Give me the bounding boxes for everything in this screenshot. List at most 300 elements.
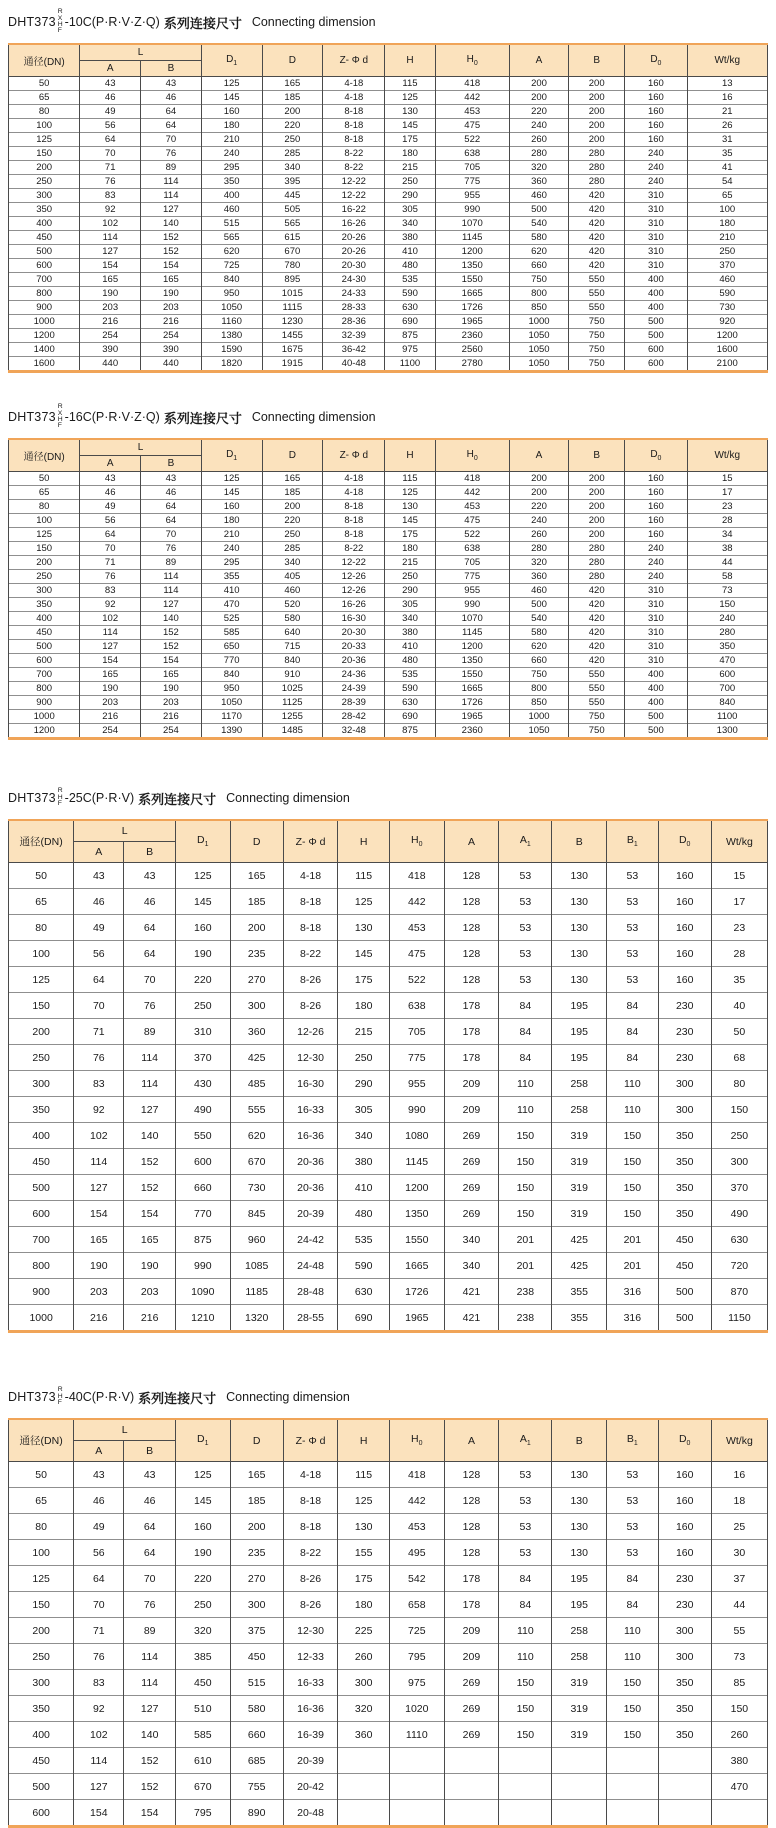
- cell: 1665: [389, 1253, 444, 1279]
- table-row: [9, 273, 768, 287]
- cell: 150: [711, 1097, 767, 1123]
- cell: [389, 1800, 444, 1827]
- cell: 550: [569, 696, 625, 710]
- cell: 160: [625, 472, 687, 486]
- cell: 28-36: [323, 315, 385, 329]
- col-header: $D_0$: [625, 439, 687, 472]
- cell: 1200: [9, 329, 80, 343]
- cell: 4-18: [283, 1462, 338, 1488]
- table-row: [9, 1045, 768, 1071]
- cell: 80: [9, 915, 74, 941]
- cell: 165: [141, 668, 202, 682]
- cell: 70: [74, 1592, 124, 1618]
- series-label-en: Connecting dimension: [226, 1390, 350, 1404]
- cell: 71: [80, 556, 141, 570]
- cell: 160: [625, 486, 687, 500]
- cell: 200: [9, 1618, 74, 1644]
- cell: 355: [552, 1305, 607, 1332]
- cell: 670: [262, 245, 323, 259]
- cell: 240: [625, 175, 687, 189]
- table-row: [9, 724, 768, 739]
- cell: 34: [687, 528, 768, 542]
- table-header: [9, 44, 768, 77]
- cell: 425: [230, 1045, 283, 1071]
- cell: 370: [175, 1045, 230, 1071]
- cell: 53: [499, 1488, 552, 1514]
- col-header: A: [444, 1419, 499, 1462]
- cell: 319: [552, 1123, 607, 1149]
- cell: 46: [141, 486, 202, 500]
- cell: 209: [444, 1097, 499, 1123]
- cell: 690: [338, 1305, 390, 1332]
- cell: 110: [607, 1097, 659, 1123]
- cell: 1080: [389, 1123, 444, 1149]
- table-section-40c: [8, 1381, 768, 1828]
- cell: 380: [385, 626, 435, 640]
- col-header: $H_0$: [435, 439, 509, 472]
- cell: 360: [338, 1722, 390, 1748]
- cell: 83: [74, 1071, 124, 1097]
- cell: 160: [625, 105, 687, 119]
- table-row: [9, 500, 768, 514]
- col-header: B: [552, 1419, 607, 1462]
- cell: 64: [124, 1514, 176, 1540]
- cell: 155: [338, 1540, 390, 1566]
- cell: 590: [687, 287, 768, 301]
- cell: 910: [262, 668, 323, 682]
- cell: 750: [569, 315, 625, 329]
- cell: 76: [141, 542, 202, 556]
- cell: 76: [74, 1644, 124, 1670]
- cell: 16-36: [283, 1696, 338, 1722]
- cell: 150: [499, 1123, 552, 1149]
- cell: 114: [141, 570, 202, 584]
- cell: 875: [385, 329, 435, 343]
- cell: 1160: [201, 315, 262, 329]
- cell: 160: [658, 863, 711, 889]
- cell: 650: [201, 640, 262, 654]
- cell: 130: [338, 1514, 390, 1540]
- cell: 128: [444, 889, 499, 915]
- cell: 350: [658, 1201, 711, 1227]
- cell: 76: [124, 993, 176, 1019]
- cell: 600: [625, 343, 687, 357]
- cell: 1200: [435, 245, 509, 259]
- cell: 1390: [201, 724, 262, 739]
- cell: 990: [435, 598, 509, 612]
- cell: 8-26: [283, 1592, 338, 1618]
- cell: 990: [175, 1253, 230, 1279]
- cell: 685: [230, 1748, 283, 1774]
- cell: 418: [435, 472, 509, 486]
- table-row: [9, 1696, 768, 1722]
- cell: 180: [687, 217, 768, 231]
- col-header: Wt/kg: [711, 1419, 767, 1462]
- cell: 127: [80, 245, 141, 259]
- cell: 350: [658, 1149, 711, 1175]
- cell: 230: [658, 1045, 711, 1071]
- cell: 1300: [687, 724, 768, 739]
- cell: 28-48: [283, 1279, 338, 1305]
- cell: 705: [389, 1019, 444, 1045]
- cell: 195: [552, 1592, 607, 1618]
- cell: 280: [569, 147, 625, 161]
- cell: 92: [74, 1696, 124, 1722]
- cell: 200: [9, 556, 80, 570]
- cell: 440: [80, 357, 141, 372]
- cell: [658, 1800, 711, 1827]
- cell: 955: [435, 189, 509, 203]
- cell: 70: [141, 133, 202, 147]
- cell: 600: [9, 1800, 74, 1827]
- cell: 470: [201, 598, 262, 612]
- cell: 130: [552, 1462, 607, 1488]
- cell: 475: [435, 514, 509, 528]
- cell: 460: [262, 584, 323, 598]
- cell: 670: [230, 1149, 283, 1175]
- cell: 4-18: [323, 472, 385, 486]
- table-row: [9, 1019, 768, 1045]
- cell: 84: [607, 1019, 659, 1045]
- cell: 1170: [201, 710, 262, 724]
- cell: 1820: [201, 357, 262, 372]
- cell: 43: [80, 472, 141, 486]
- cell: 522: [435, 528, 509, 542]
- cell: 800: [9, 287, 80, 301]
- table-row: [9, 217, 768, 231]
- table-row: [9, 329, 768, 343]
- cell: 420: [569, 654, 625, 668]
- cell: 500: [658, 1279, 711, 1305]
- cell: 125: [175, 863, 230, 889]
- cell: 540: [509, 217, 568, 231]
- cell: 658: [389, 1592, 444, 1618]
- cell: 200: [569, 472, 625, 486]
- table-row: [9, 1253, 768, 1279]
- cell: 32-39: [323, 329, 385, 343]
- cell: 310: [625, 598, 687, 612]
- cell: 550: [569, 301, 625, 315]
- cell: 615: [262, 231, 323, 245]
- cell: 750: [569, 724, 625, 739]
- cell: 20-39: [283, 1748, 338, 1774]
- cell: 1000: [509, 710, 568, 724]
- cell: 16-26: [323, 217, 385, 231]
- cell: 114: [80, 231, 141, 245]
- cell: 160: [658, 1488, 711, 1514]
- col-header: H: [385, 44, 435, 77]
- cell: 442: [435, 486, 509, 500]
- cell: 850: [509, 301, 568, 315]
- cell: 800: [9, 682, 80, 696]
- cell: 400: [9, 1722, 74, 1748]
- cell: 200: [569, 119, 625, 133]
- cell: 310: [625, 231, 687, 245]
- cell: 16-26: [323, 598, 385, 612]
- cell: 640: [262, 626, 323, 640]
- cell: 20-30: [323, 626, 385, 640]
- cell: 300: [658, 1071, 711, 1097]
- table-row: [9, 514, 768, 528]
- cell: 8-18: [323, 105, 385, 119]
- cell: 165: [80, 273, 141, 287]
- cell: 4-18: [323, 486, 385, 500]
- cell: [607, 1774, 659, 1800]
- table-row: [9, 1097, 768, 1123]
- table-row: [9, 1800, 768, 1827]
- cell: 128: [444, 1462, 499, 1488]
- cell: 130: [552, 967, 607, 993]
- cell: 71: [74, 1019, 124, 1045]
- cell: 750: [569, 710, 625, 724]
- cell: 453: [389, 915, 444, 941]
- cell: 12-22: [323, 189, 385, 203]
- cell: 200: [569, 133, 625, 147]
- col-subheader: A: [74, 1441, 124, 1462]
- cell: 20-26: [323, 231, 385, 245]
- table-row: [9, 343, 768, 357]
- cell: 700: [687, 682, 768, 696]
- cell: 420: [569, 217, 625, 231]
- cell: 1145: [435, 626, 509, 640]
- cell: 70: [124, 1566, 176, 1592]
- cell: 114: [124, 1670, 176, 1696]
- table-body: [9, 863, 768, 1332]
- cell: 350: [9, 1097, 74, 1123]
- cell: 102: [74, 1123, 124, 1149]
- cell: 840: [201, 273, 262, 287]
- col-header-l: L: [80, 439, 201, 456]
- cell: 55: [711, 1618, 767, 1644]
- cell: 350: [9, 1696, 74, 1722]
- table-section-25c: [8, 782, 768, 1333]
- table-row: [9, 1592, 768, 1618]
- cell: 150: [711, 1696, 767, 1722]
- cell: 542: [389, 1566, 444, 1592]
- cell: 92: [80, 598, 141, 612]
- table-row: [9, 1123, 768, 1149]
- cell: 100: [9, 514, 80, 528]
- cell: 25: [711, 1514, 767, 1540]
- cell: 310: [625, 203, 687, 217]
- cell: 269: [444, 1670, 499, 1696]
- cell: 410: [385, 640, 435, 654]
- cell: 442: [435, 91, 509, 105]
- cell: 43: [124, 1462, 176, 1488]
- col-header: $D_0$: [658, 1419, 711, 1462]
- table-row: [9, 189, 768, 203]
- cell: [389, 1748, 444, 1774]
- cell: 64: [124, 1540, 176, 1566]
- table-body: [9, 1462, 768, 1827]
- cell: 340: [262, 556, 323, 570]
- cell: 300: [230, 1592, 283, 1618]
- cell: 590: [385, 682, 435, 696]
- cell: 23: [711, 915, 767, 941]
- cell: 2560: [435, 343, 509, 357]
- cell: 178: [444, 1045, 499, 1071]
- cell: 460: [687, 273, 768, 287]
- cell: 1726: [435, 696, 509, 710]
- cell: 53: [499, 863, 552, 889]
- table-row: [9, 1566, 768, 1592]
- cell: 28-39: [323, 696, 385, 710]
- cell: 150: [499, 1175, 552, 1201]
- cell: 340: [444, 1227, 499, 1253]
- cell: 300: [9, 1670, 74, 1696]
- cell: 216: [124, 1305, 176, 1332]
- cell: 71: [74, 1618, 124, 1644]
- cell: 16-36: [283, 1123, 338, 1149]
- cell: 28-42: [323, 710, 385, 724]
- cell: 216: [80, 315, 141, 329]
- cell: 216: [74, 1305, 124, 1332]
- cell: 8-18: [323, 500, 385, 514]
- variant-letter: F: [57, 1399, 62, 1407]
- cell: 420: [569, 584, 625, 598]
- cell: 319: [552, 1175, 607, 1201]
- col-header: H: [385, 439, 435, 472]
- cell: 130: [385, 500, 435, 514]
- cell: 89: [124, 1019, 176, 1045]
- col-header: $H_0$: [435, 44, 509, 77]
- cell: 1485: [262, 724, 323, 739]
- variant-letter-stack: [58, 404, 63, 430]
- cell: 32-48: [323, 724, 385, 739]
- cell: 160: [625, 91, 687, 105]
- cell: 53: [607, 1462, 659, 1488]
- cell: 750: [569, 357, 625, 372]
- cell: 8-22: [323, 542, 385, 556]
- col-header: $B_1$: [607, 1419, 659, 1462]
- cell: 53: [499, 1514, 552, 1540]
- table-row: [9, 967, 768, 993]
- dimension-table-10c: [8, 43, 768, 373]
- cell: 350: [658, 1175, 711, 1201]
- cell: 920: [687, 315, 768, 329]
- cell: 165: [230, 1462, 283, 1488]
- cell: 37: [711, 1566, 767, 1592]
- cell: 200: [230, 1514, 283, 1540]
- cell: 453: [435, 500, 509, 514]
- cell: 450: [9, 1748, 74, 1774]
- cell: 165: [141, 273, 202, 287]
- cell: 190: [175, 941, 230, 967]
- col-subheader: A: [80, 456, 141, 472]
- cell: 4-18: [283, 863, 338, 889]
- cell: 1380: [201, 329, 262, 343]
- cell: 70: [124, 967, 176, 993]
- variant-letter: H: [57, 793, 63, 801]
- cell: 319: [552, 1149, 607, 1175]
- cell: 46: [80, 91, 141, 105]
- cell: 83: [74, 1670, 124, 1696]
- cell: 340: [262, 161, 323, 175]
- cell: 290: [385, 189, 435, 203]
- cell: 53: [607, 967, 659, 993]
- cell: 750: [569, 329, 625, 343]
- cell: 260: [338, 1644, 390, 1670]
- cell: 240: [201, 147, 262, 161]
- cell: 215: [338, 1019, 390, 1045]
- cell: 165: [74, 1227, 124, 1253]
- cell: 160: [625, 119, 687, 133]
- table-row: [9, 119, 768, 133]
- cell: 64: [74, 1566, 124, 1592]
- variant-letter: H: [57, 21, 63, 28]
- cell: 1550: [435, 273, 509, 287]
- cell: 420: [569, 626, 625, 640]
- cell: 76: [141, 147, 202, 161]
- cell: 1590: [201, 343, 262, 357]
- cell: 43: [74, 863, 124, 889]
- cell: 300: [658, 1097, 711, 1123]
- cell: 65: [9, 91, 80, 105]
- cell: 350: [687, 640, 768, 654]
- cell: [338, 1748, 390, 1774]
- cell: 53: [499, 889, 552, 915]
- table-row: [9, 1488, 768, 1514]
- cell: [711, 1800, 767, 1827]
- col-header: $H_0$: [389, 1419, 444, 1462]
- col-header: H: [338, 1419, 390, 1462]
- cell: 160: [658, 967, 711, 993]
- cell: 380: [338, 1149, 390, 1175]
- cell: 300: [9, 189, 80, 203]
- cell: 1965: [435, 315, 509, 329]
- cell: 500: [625, 710, 687, 724]
- cell: 150: [607, 1149, 659, 1175]
- cell: 442: [389, 889, 444, 915]
- col-header: Z- Φ d: [283, 820, 338, 863]
- table-row: [9, 654, 768, 668]
- table-row: [9, 889, 768, 915]
- cell: 24-48: [283, 1253, 338, 1279]
- table-row: [9, 584, 768, 598]
- cell: 65: [9, 486, 80, 500]
- cell: 285: [262, 542, 323, 556]
- cell: 152: [124, 1149, 176, 1175]
- cell: 84: [499, 1566, 552, 1592]
- col-header: $D_1$: [175, 820, 230, 863]
- cell: 76: [124, 1592, 176, 1618]
- cell: 114: [141, 584, 202, 598]
- cell: 250: [262, 133, 323, 147]
- cell: 125: [9, 967, 74, 993]
- cell: 145: [385, 514, 435, 528]
- cell: 180: [385, 542, 435, 556]
- cell: [499, 1748, 552, 1774]
- cell: 53: [607, 863, 659, 889]
- cell: 16-22: [323, 203, 385, 217]
- cell: 64: [141, 105, 202, 119]
- table-row: [9, 105, 768, 119]
- cell: 130: [552, 1488, 607, 1514]
- cell: 128: [444, 967, 499, 993]
- col-header: Wt/kg: [687, 44, 768, 77]
- cell: 580: [509, 231, 568, 245]
- table-row: [9, 863, 768, 889]
- cell: 420: [569, 598, 625, 612]
- cell: 71: [80, 161, 141, 175]
- cell: 154: [141, 259, 202, 273]
- cell: 305: [385, 598, 435, 612]
- cell: 50: [9, 1462, 74, 1488]
- cell: 130: [552, 1540, 607, 1566]
- table-row: [9, 77, 768, 91]
- cell: 130: [552, 941, 607, 967]
- variant-letter: H: [57, 1392, 63, 1400]
